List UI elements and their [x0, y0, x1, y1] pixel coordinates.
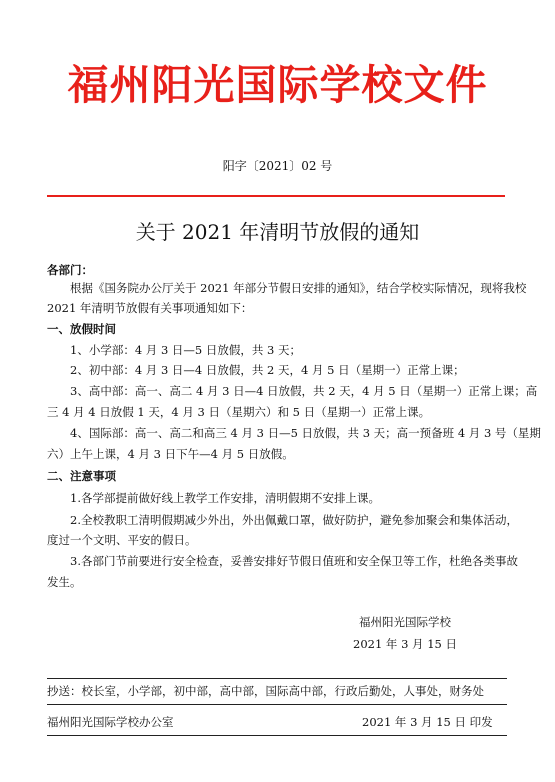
section-heading-notes: 二、注意事项	[47, 469, 116, 483]
footer-rule-middle	[47, 704, 507, 705]
holiday-line-junior: 2、初中部：4 月 3 日—4 日放假，共 2 天，4 月 5 日（星期一）正常上课；	[70, 363, 465, 377]
notes-line-3-cont: 发生。	[47, 575, 82, 589]
holiday-line-primary: 1、小学部：4 月 3 日—5 日放假，共 3 天；	[70, 343, 302, 357]
red-divider	[47, 195, 505, 197]
notes-line-2: 2.全校教职工清明假期减少外出，外出佩戴口罩，做好防护，避免参加聚会和集体活动，	[70, 513, 518, 527]
notes-line-1: 1.各学部提前做好线上教学工作安排，清明假期不安排上课。	[70, 491, 380, 505]
document-masthead: 福州阳光国际学校文件	[67, 61, 488, 109]
issuing-office: 福州阳光国际学校办公室	[47, 715, 174, 729]
section-heading-holiday-time: 一、放假时间	[47, 322, 116, 336]
document-number: 阳字〔2021〕02 号	[222, 159, 333, 173]
intro-line-2: 2021 年清明节放假有关事项通知如下：	[47, 301, 253, 315]
signature-date: 2021 年 3 月 15 日	[353, 637, 457, 651]
cc-line: 抄送：校长室，小学部，初中部，高中部，国际高中部，行政后勤处，人事处，财务处	[47, 684, 484, 698]
holiday-line-international: 4、国际部：高一、高二和高三 4 月 3 日—5 日放假，共 3 天；高一预备班 4 月 3 号（星期	[70, 426, 541, 440]
holiday-line-senior: 3、高中部：高一、高二 4 月 3 日—4 日放假，共 2 天，4 月 5 日（星期一）正常上课；高	[70, 384, 538, 398]
notes-line-3: 3.各部门节前要进行安全检查，妥善安排好节假日值班和安全保卫等工作，杜绝各类事故	[70, 554, 518, 568]
footer-rule-bottom	[47, 735, 507, 736]
salutation: 各部门：	[47, 263, 93, 277]
notes-line-2-cont: 度过一个文明、平安的假日。	[47, 533, 197, 547]
intro-line-1: 根据《国务院办公厅关于 2021 年部分节假日安排的通知》，结合学校实际情况，现将我校	[70, 281, 527, 295]
notice-title: 关于 2021 年清明节放假的通知	[135, 220, 420, 244]
signature-org: 福州阳光国际学校	[359, 615, 451, 629]
footer-rule-top	[47, 678, 507, 679]
holiday-line-senior-cont: 三 4 月 4 日放假 1 天，4 月 3 日（星期六）和 5 日（星期一）正常上课。	[47, 405, 431, 419]
print-date: 2021 年 3 月 15 日 印发	[362, 715, 493, 729]
holiday-line-international-cont: 六）上午上课，4 月 3 日下午—4 月 5 日放假。	[47, 447, 294, 461]
